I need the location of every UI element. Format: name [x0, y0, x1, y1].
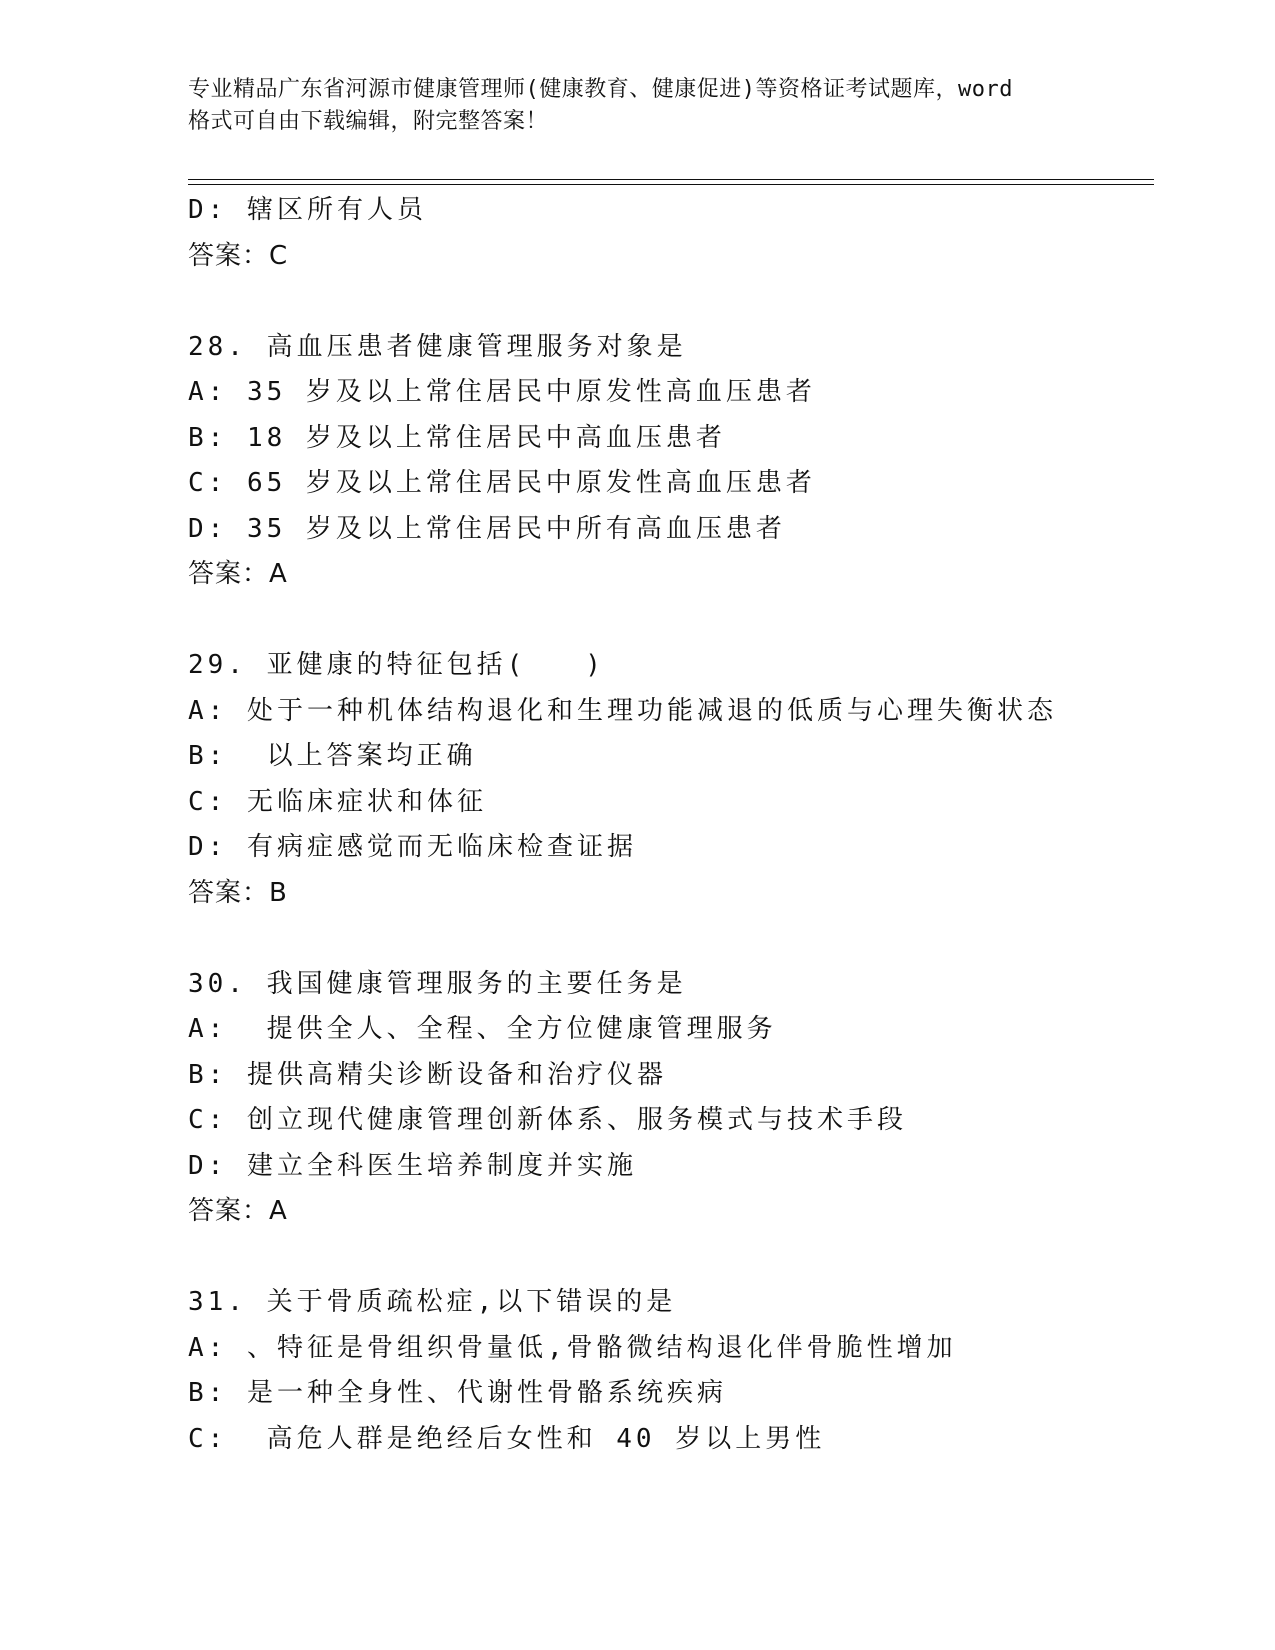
- answer: 答案：A: [188, 1196, 288, 1226]
- spacer: [188, 279, 1154, 325]
- continued-option-d: D: 辖区所有人员: [188, 195, 427, 225]
- option-c: C: 65 岁及以上常住居民中原发性高血压患者: [188, 468, 816, 498]
- question-stem: 30. 我国健康管理服务的主要任务是: [188, 968, 687, 999]
- option-a: A: 、特征是骨组织骨量低,骨骼微结构退化伴骨脆性增加: [188, 1332, 957, 1363]
- question-stem: 29. 亚健康的特征包括( ): [188, 650, 605, 680]
- question-stem: 28. 高血压患者健康管理服务对象是: [188, 331, 687, 362]
- option-c: C: 高危人群是绝经后女性和 40 岁以上男性: [188, 1423, 826, 1454]
- option-d: D: 35 岁及以上常住居民中所有高血压患者: [188, 513, 786, 544]
- option-d: D: 有病症感觉而无临床检查证据: [188, 832, 637, 862]
- option-d: D: 建立全科医生培养制度并实施: [188, 1150, 637, 1181]
- spacer: [188, 916, 1154, 962]
- continued-answer: 答案：C: [188, 240, 289, 271]
- spacer: [188, 1235, 1154, 1281]
- option-a: A: 提供全人、全程、全方位健康管理服务: [188, 1014, 777, 1044]
- option-b: B: 以上答案均正确: [188, 741, 477, 771]
- answer: 答案：B: [188, 877, 288, 908]
- option-c: C: 创立现代健康管理创新体系、服务模式与技术手段: [188, 1105, 907, 1135]
- spacer: [188, 598, 1154, 644]
- question-list: [188, 188, 1154, 1462]
- header-rule-top: [188, 179, 1154, 180]
- header-line-2: 格式可自由下载编辑，附完整答案！: [188, 109, 549, 134]
- question-28: [188, 325, 1154, 598]
- option-b: B: 是一种全身性、代谢性骨骼系统疾病: [188, 1378, 727, 1408]
- option-b: B: 提供高精尖诊断设备和治疗仪器: [188, 1059, 667, 1090]
- question-stem: 31. 关于骨质疏松症,以下错误的是: [188, 1287, 677, 1317]
- header-line-1: 专业精品广东省河源市健康管理师(健康教育、健康促进)等资格证考试题库，word: [188, 77, 1013, 102]
- header-rule-bottom: [188, 184, 1154, 185]
- question-29: [188, 643, 1154, 916]
- option-c: C: 无临床症状和体征: [188, 786, 487, 817]
- option-a: A: 35 岁及以上常住居民中原发性高血压患者: [188, 377, 816, 407]
- answer: 答案：A: [188, 559, 288, 589]
- option-b: B: 18 岁及以上常住居民中高血压患者: [188, 422, 726, 453]
- page-header: [188, 74, 1088, 138]
- question-30: [188, 962, 1154, 1235]
- question-31: [188, 1280, 1154, 1462]
- option-a: A: 处于一种机体结构退化和生理功能减退的低质与心理失衡状态: [188, 695, 1057, 726]
